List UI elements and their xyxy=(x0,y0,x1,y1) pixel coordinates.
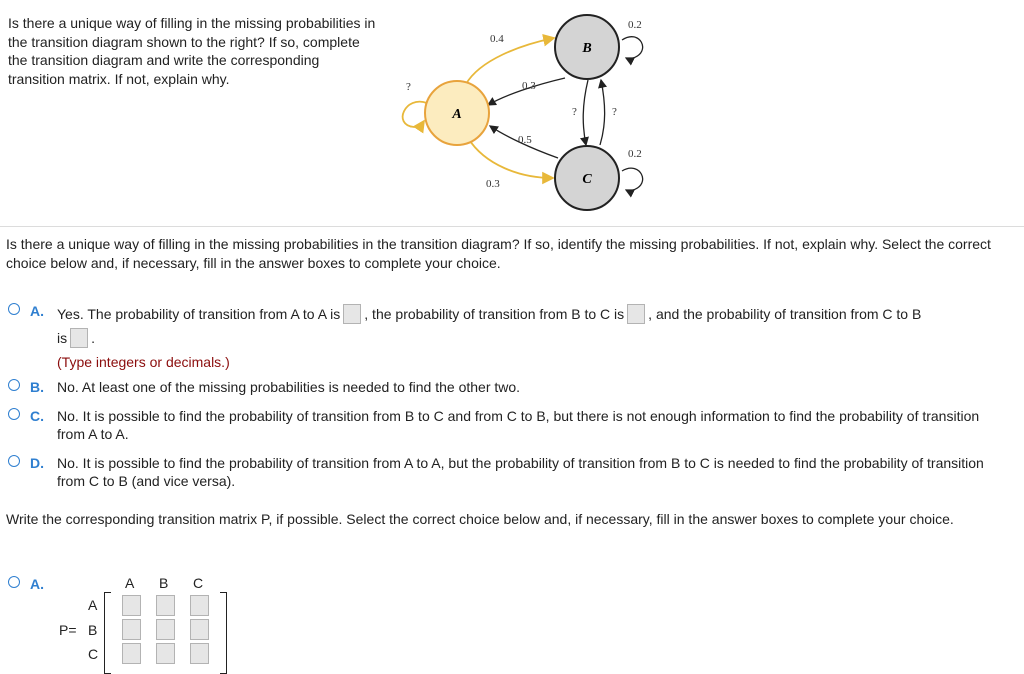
col-header-c: C xyxy=(193,575,204,591)
option-c-letter: C. xyxy=(30,408,44,424)
p-label: P= xyxy=(59,622,77,638)
option-a-text-5: . xyxy=(91,330,96,346)
matrix-cell-b-b[interactable] xyxy=(156,619,175,640)
answer-box-b-to-c[interactable] xyxy=(627,304,645,324)
option-a-group xyxy=(8,302,1008,372)
col-header-a: A xyxy=(125,575,135,591)
label-c-to-b: ? xyxy=(612,106,617,118)
matrix-option-a-group xyxy=(8,575,308,595)
matrix-cell-c-a[interactable] xyxy=(122,643,141,664)
loop-b xyxy=(622,37,643,59)
transition-diagram xyxy=(0,0,700,225)
label-a-to-a: ? xyxy=(406,81,411,93)
matrix-cell-c-c[interactable] xyxy=(190,643,209,664)
svg-text:A: A xyxy=(452,107,462,122)
state-a xyxy=(425,81,489,145)
option-c-radio[interactable] xyxy=(8,408,20,420)
option-c-group xyxy=(8,407,1008,445)
label-c-to-a: 0.5 xyxy=(518,134,532,146)
option-d-text: No. It is possible to find the probability of transition from A to A, but the probability of transition from B to C is needed to find the probability of transition from C to B (and vice versa). xyxy=(57,455,984,489)
right-bracket xyxy=(220,592,227,674)
answer-box-c-to-b[interactable] xyxy=(70,328,88,348)
matrix-cell-a-b[interactable] xyxy=(156,595,175,616)
matrix-cell-a-c[interactable] xyxy=(190,595,209,616)
option-b-letter: B. xyxy=(30,379,44,395)
loop-a xyxy=(403,102,427,127)
matrix-option-a-radio[interactable] xyxy=(8,576,20,588)
matrix-cell-b-c[interactable] xyxy=(190,619,209,640)
svg-text:C: C xyxy=(582,172,592,187)
option-a-text-2: , the probability of transition from B to C is xyxy=(364,306,625,322)
type-hint: (Type integers or decimals.) xyxy=(57,354,230,370)
edge-b-to-c xyxy=(583,80,588,145)
matrix-cell-c-b[interactable] xyxy=(156,643,175,664)
option-b-group xyxy=(8,378,1008,398)
option-c-text: No. It is possible to find the probability of transition from B to C and from C to B, but there is not enough information to find the probability of transition from A to A. xyxy=(57,408,980,442)
svg-text:B: B xyxy=(582,41,592,56)
left-bracket xyxy=(104,592,111,674)
matrix-cell-b-a[interactable] xyxy=(122,619,141,640)
option-a-text-4: is xyxy=(57,330,68,346)
option-a-text-3: , and the probability of transition from C to B xyxy=(648,306,922,322)
label-b-to-b: 0.2 xyxy=(628,19,642,31)
label-a-to-b: 0.4 xyxy=(490,33,504,45)
option-d-radio[interactable] xyxy=(8,455,20,467)
question-1: Is there a unique way of filling in the missing probabilities in the transition diagram? If so, identify the missing probabilities. If not, explain why. Select the correct choice below and, if necessary, fill in the answer boxes to complete your choice. xyxy=(6,236,991,271)
question-2: Write the corresponding transition matrix P, if possible. Select the correct choice below and, if necessary, fill in the answer boxes to complete your choice. xyxy=(6,511,954,527)
matrix-cell-a-a[interactable] xyxy=(122,595,141,616)
option-a-letter: A. xyxy=(30,303,44,319)
label-a-to-c: 0.3 xyxy=(486,178,500,190)
option-b-radio[interactable] xyxy=(8,379,20,391)
label-b-to-c: ? xyxy=(572,106,577,118)
state-b xyxy=(555,15,619,79)
matrix-option-a-letter: A. xyxy=(30,576,44,592)
state-c xyxy=(555,146,619,210)
row-header-c: C xyxy=(88,646,99,662)
col-header-b: B xyxy=(159,575,169,591)
intro-text: Is there a unique way of filling in the missing probabilities in the transition diagram shown to the right? If so, complete the transition diagram and write the corresponding transition matrix. If not, explain why. xyxy=(8,15,376,87)
edge-c-to-b xyxy=(600,80,605,145)
label-c-to-c: 0.2 xyxy=(628,148,642,160)
row-header-a: A xyxy=(88,597,98,613)
edge-a-to-c xyxy=(468,138,553,178)
divider xyxy=(0,226,1024,227)
row-header-b: B xyxy=(88,622,98,638)
option-d-letter: D. xyxy=(30,455,44,471)
edge-a-to-b xyxy=(466,38,554,84)
option-a-text-1: Yes. The probability of transition from A to A is xyxy=(57,306,341,322)
option-b-text: No. At least one of the missing probabilities is needed to find the other two. xyxy=(57,379,521,395)
loop-c xyxy=(622,168,643,191)
option-d-group xyxy=(8,454,1008,492)
option-a-radio[interactable] xyxy=(8,303,20,315)
answer-box-a-to-a[interactable] xyxy=(343,304,361,324)
label-b-to-a: 0.3 xyxy=(522,80,536,92)
